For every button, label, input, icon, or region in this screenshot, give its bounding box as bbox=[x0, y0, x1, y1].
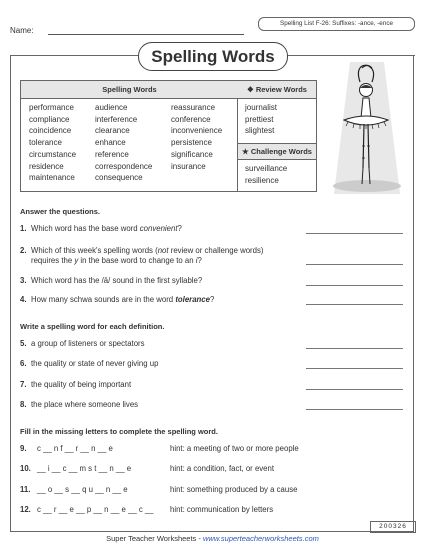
review-words-list bbox=[245, 102, 277, 137]
list-item: compliance bbox=[29, 114, 70, 124]
list-item: reassurance bbox=[171, 103, 216, 112]
letter-pattern: __ i __ c __ m s t __ n __ e bbox=[37, 464, 132, 473]
answer-line[interactable] bbox=[306, 348, 403, 349]
definition-text: a group of listeners or spectators bbox=[31, 339, 145, 348]
letter-pattern: c __ r __ e __ p __ n __ e __ c __ bbox=[37, 505, 154, 514]
name-field-line[interactable] bbox=[48, 34, 244, 35]
list-item: slightest bbox=[245, 126, 275, 136]
definition-text: the quality or state of never giving up bbox=[31, 359, 159, 368]
fill-in-11 bbox=[20, 485, 170, 497]
letter-pattern: c __ n f __ r __ n __ e bbox=[37, 444, 113, 453]
question-number: 8. bbox=[20, 400, 27, 409]
list-item: audience bbox=[95, 103, 128, 112]
question-number: 7. bbox=[20, 380, 27, 389]
worksheet-code: 200326 bbox=[370, 521, 416, 533]
answer-line[interactable] bbox=[306, 409, 403, 410]
question-number: 6. bbox=[20, 359, 27, 368]
list-item: maintenance bbox=[29, 173, 75, 183]
question-number: 11. bbox=[20, 485, 31, 494]
challenge-words-header: ★ Challenge Words bbox=[238, 143, 316, 160]
definition-7 bbox=[20, 380, 410, 392]
question-3 bbox=[20, 276, 410, 288]
list-item: conference bbox=[171, 114, 211, 124]
spelling-words-header: Spelling Words bbox=[21, 81, 239, 99]
question-number: 2. bbox=[20, 246, 27, 255]
hint-text: hint: a condition, fact, or event bbox=[170, 464, 275, 473]
word-column-3 bbox=[171, 102, 222, 172]
question-2 bbox=[20, 246, 410, 270]
page-title: Spelling Words bbox=[138, 42, 288, 71]
fill-in-9 bbox=[20, 444, 170, 456]
spelling-list-tag: Spelling List F-26: Suffixes: -ance, -ence bbox=[258, 17, 415, 31]
word-column-1 bbox=[29, 102, 76, 184]
footer-brand: Super Teacher Worksheets - bbox=[106, 534, 203, 543]
question-text: Which of this week's spelling words (not review or challenge words) requires the y in the base word to change to an i? bbox=[31, 246, 264, 265]
list-item: enhance bbox=[95, 138, 126, 148]
list-item: coincidence bbox=[29, 126, 72, 136]
list-item: insurance bbox=[171, 161, 206, 171]
list-item: tolerance bbox=[29, 138, 62, 148]
list-item: clearance bbox=[95, 126, 130, 136]
question-number: 9. bbox=[20, 444, 27, 453]
question-number: 4. bbox=[20, 295, 27, 304]
answer-line[interactable] bbox=[306, 264, 403, 265]
footer bbox=[0, 534, 425, 543]
question-number: 3. bbox=[20, 276, 27, 285]
list-item: circumstance bbox=[29, 149, 77, 159]
list-item: surveillance bbox=[245, 164, 288, 173]
footer-link[interactable]: www.superteacherworksheets.com bbox=[202, 534, 319, 543]
section-heading-definitions: Write a spelling word for each definition. bbox=[20, 322, 165, 331]
question-text: Which word has the /ā/ sound in the first syllable? bbox=[31, 276, 203, 285]
list-item: correspondence bbox=[95, 161, 153, 171]
question-text: How many schwa sounds are in the word tolerance? bbox=[31, 295, 215, 304]
definition-6 bbox=[20, 359, 410, 371]
definition-8 bbox=[20, 400, 410, 412]
challenge-words-list bbox=[245, 163, 287, 186]
fill-in-12 bbox=[20, 505, 170, 517]
answer-line[interactable] bbox=[306, 233, 403, 234]
fill-in-10 bbox=[20, 464, 170, 476]
list-item: reference bbox=[95, 149, 129, 159]
list-item: resilience bbox=[245, 175, 279, 185]
question-number: 12. bbox=[20, 505, 31, 514]
answer-line[interactable] bbox=[306, 368, 403, 369]
question-number: 1. bbox=[20, 224, 27, 233]
list-item: consequence bbox=[95, 173, 143, 183]
definition-5 bbox=[20, 339, 410, 351]
question-1 bbox=[20, 224, 410, 236]
word-column-2 bbox=[95, 102, 152, 184]
answer-line[interactable] bbox=[306, 285, 403, 286]
list-item: persistence bbox=[171, 138, 212, 148]
question-number: 10. bbox=[20, 464, 31, 473]
definition-text: the quality of being important bbox=[31, 380, 132, 389]
question-number: 5. bbox=[20, 339, 27, 348]
answer-line[interactable] bbox=[306, 389, 403, 390]
list-item: journalist bbox=[245, 103, 278, 112]
section-heading-missing-letters: Fill in the missing letters to complete the spelling word. bbox=[20, 427, 218, 436]
list-item: inconvenience bbox=[171, 126, 223, 136]
list-item: significance bbox=[171, 149, 213, 159]
spelling-words-table bbox=[20, 80, 317, 192]
answer-line[interactable] bbox=[306, 304, 403, 305]
hint-text: hint: a meeting of two or more people bbox=[170, 444, 299, 453]
ballerina-icon bbox=[326, 62, 408, 194]
list-item: residence bbox=[29, 161, 64, 171]
letter-pattern: __ o __ s __ q u __ n __ e bbox=[37, 485, 128, 494]
hint-text: hint: something produced by a cause bbox=[170, 485, 298, 494]
review-words-header: ❖ Review Words bbox=[238, 81, 316, 99]
question-4 bbox=[20, 295, 410, 307]
definition-text: the place where someone lives bbox=[31, 400, 139, 409]
list-item: performance bbox=[29, 103, 74, 112]
list-item: prettiest bbox=[245, 114, 274, 124]
hint-text: hint: communication by letters bbox=[170, 505, 274, 514]
list-item: interference bbox=[95, 114, 138, 124]
section-heading-questions: Answer the questions. bbox=[20, 207, 101, 216]
question-text: Which word has the base word convenient? bbox=[31, 224, 182, 233]
name-label: Name: bbox=[10, 26, 34, 35]
